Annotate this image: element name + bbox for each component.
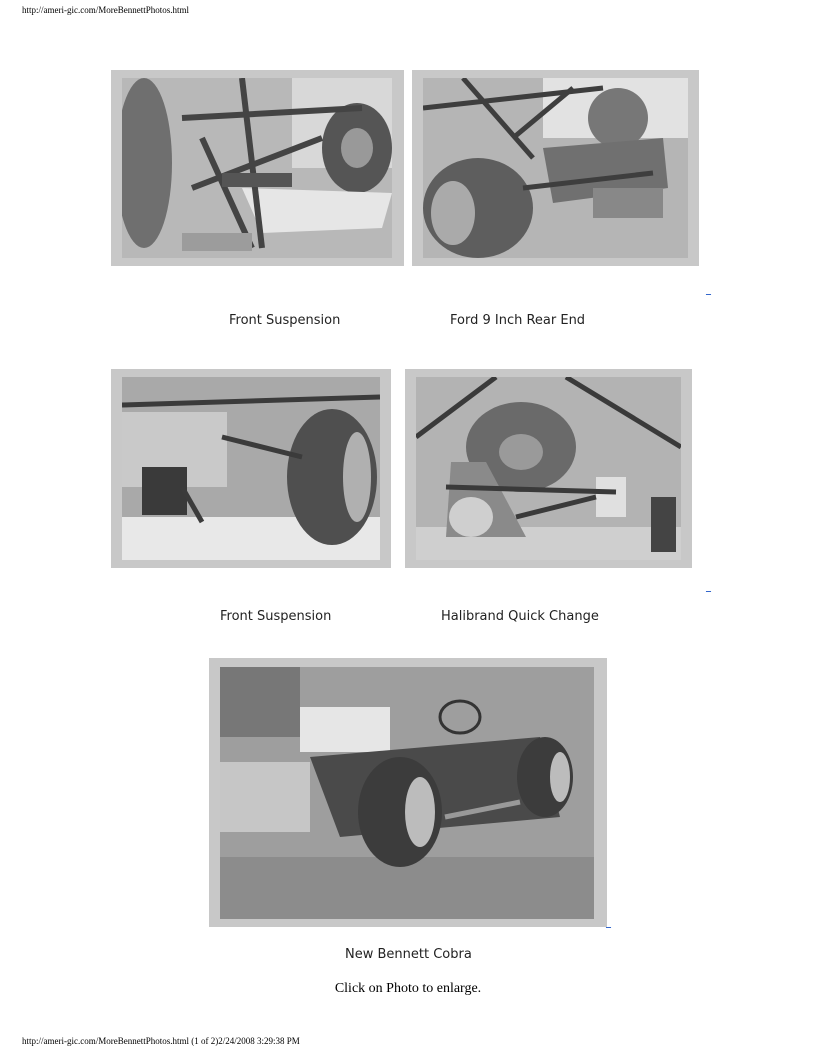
spacer-mark-row-3: _: [606, 918, 611, 929]
photo-front-suspension-2[interactable]: [122, 377, 380, 560]
caption-ford-9-inch-rear-end: Ford 9 Inch Rear End: [450, 313, 586, 328]
photo-ford-9-inch-rear-end[interactable]: [423, 78, 688, 258]
spacer-mark-row-2: _: [706, 582, 711, 593]
header-url: http://ameri-gic.com/MoreBennettPhotos.html: [22, 5, 189, 15]
caption-halibrand-quick-change: Halibrand Quick Change: [441, 609, 599, 624]
caption-new-bennett-cobra: New Bennett Cobra: [345, 947, 472, 962]
enlarge-note: Click on Photo to enlarge.: [334, 981, 482, 996]
photo-front-suspension-1[interactable]: [122, 78, 392, 258]
photo-new-bennett-cobra[interactable]: [220, 667, 594, 919]
spacer-mark-row-1: _: [706, 285, 711, 296]
photo-frame-ford-9-inch-rear-end[interactable]: [412, 70, 699, 266]
photo-frame-new-bennett-cobra[interactable]: [209, 658, 607, 927]
caption-front-suspension-1: Front Suspension: [229, 313, 341, 328]
footer-url: http://ameri-gic.com/MoreBennettPhotos.html (1 of 2)2/24/2008 3:29:38 PM: [22, 1036, 300, 1046]
photo-frame-front-suspension-2[interactable]: [111, 369, 391, 568]
photo-frame-front-suspension-1[interactable]: [111, 70, 404, 266]
caption-front-suspension-2: Front Suspension: [220, 609, 332, 624]
photo-halibrand-quick-change[interactable]: [416, 377, 681, 560]
photo-frame-halibrand-quick-change[interactable]: [405, 369, 692, 568]
